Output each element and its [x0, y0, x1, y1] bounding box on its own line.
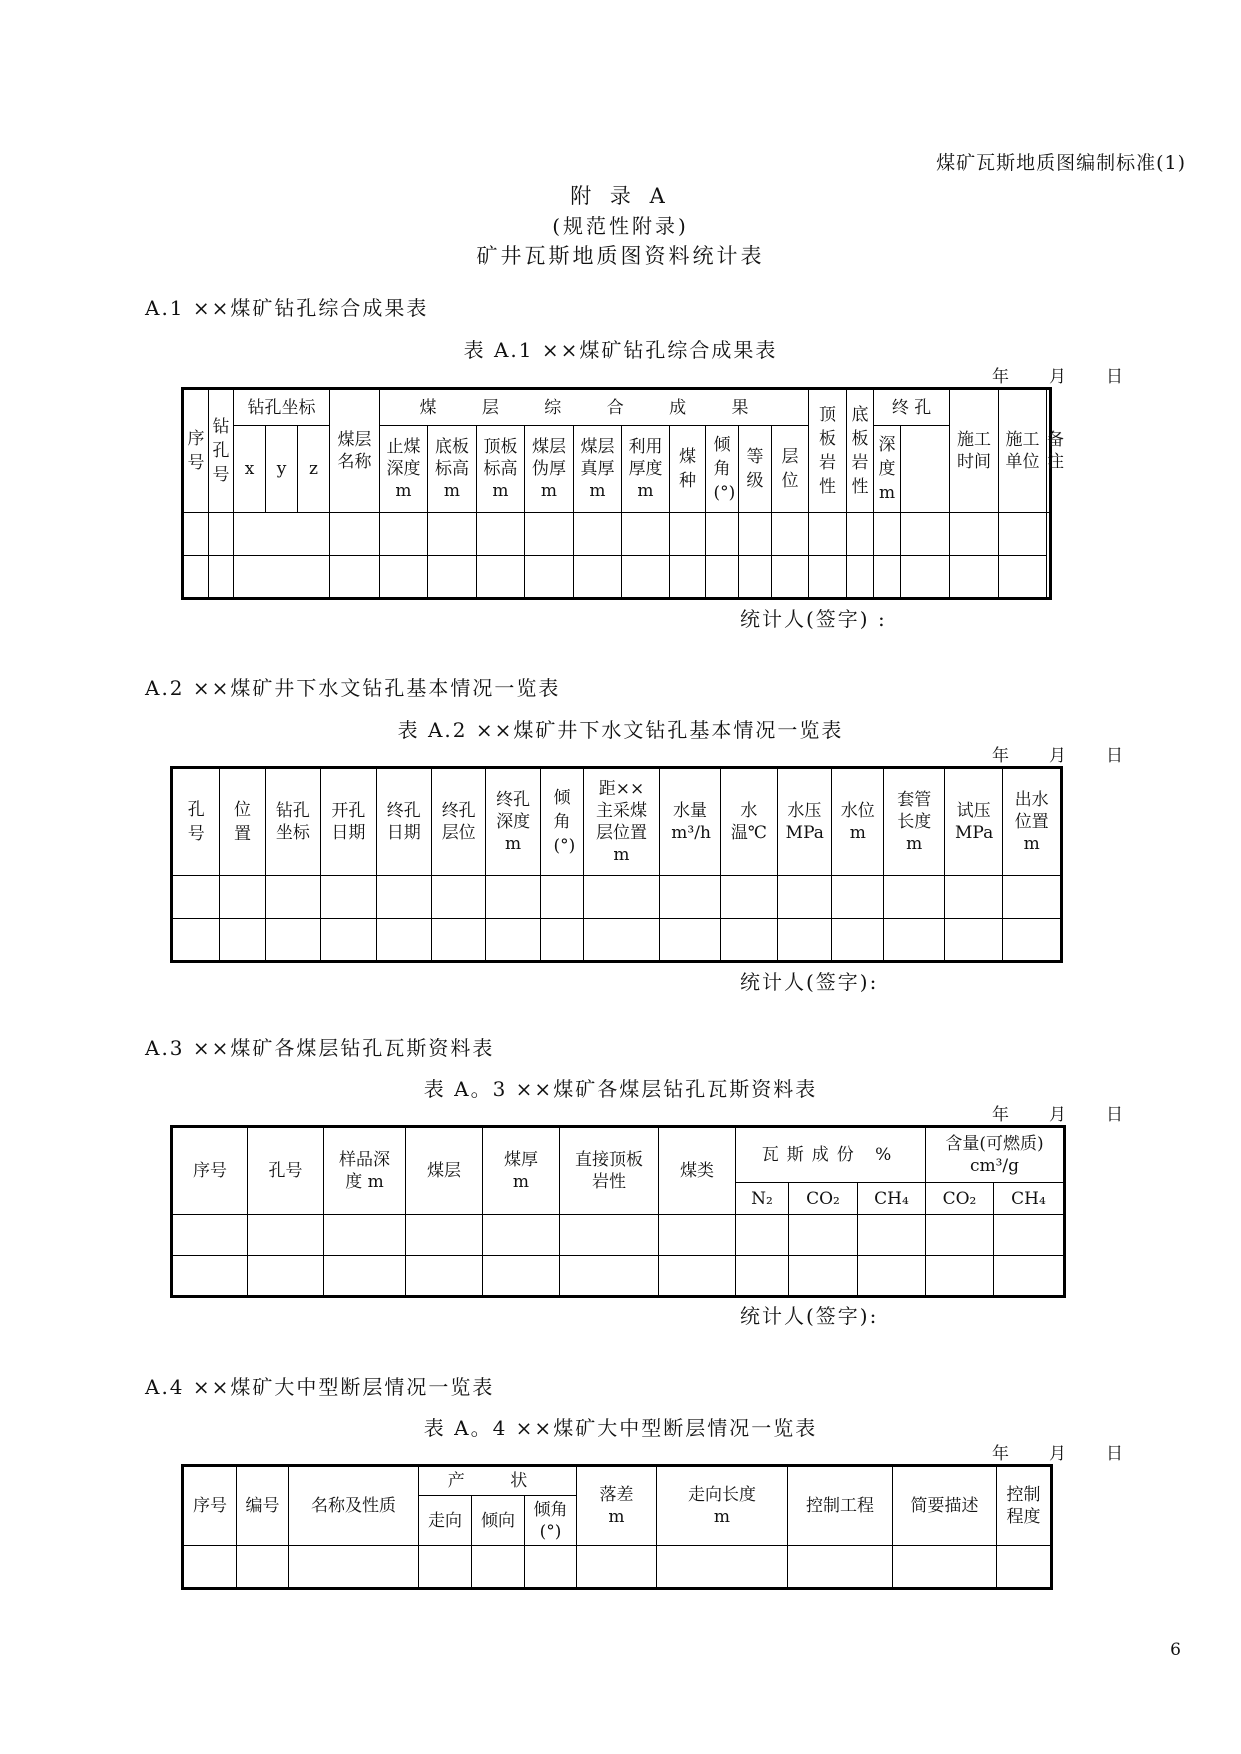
date-a3: 年 月 日 [992, 1105, 1123, 1125]
appendix-heading: 矿井瓦斯地质图资料统计表 [476, 244, 765, 268]
signer-a3: 统计人(签字): [740, 1304, 879, 1328]
section-a3: A.3 ××煤矿各煤层钻孔瓦斯资料表 [145, 1036, 495, 1060]
date-a2: 年 月 日 [992, 746, 1123, 766]
page-number: 6 [1170, 1640, 1181, 1660]
running-header: 煤矿瓦斯地质图编制标准(1) [936, 152, 1186, 174]
date-a1: 年 月 日 [992, 367, 1123, 387]
table-a1: 序号 钻孔号 钻孔坐标 煤层名称 煤 层 综 合 成 果 顶板岩性 底板岩性 终 孔 施工时间 施工单位 备注 x y z 止煤深度m 底板标高m 顶板标高m 煤层伪厚m 煤层真厚m 利用厚度m 煤种 倾角(°) 等级 层位 深度m [181, 387, 1052, 600]
date-a4: 年 月 日 [992, 1444, 1123, 1464]
caption-a2: 表 A.2 ××煤矿井下水文钻孔基本情况一览表 [397, 718, 844, 742]
table-a2: 孔号 位置 钻孔坐标 开孔日期 终孔日期 终孔层位 终孔深度m 倾角(°) 距××主采煤层位置m 水量m³/h 水温℃ 水压MPa 水位m 套管长度m 试压MPa 出水位置m [170, 766, 1063, 963]
section-a4: A.4 ××煤矿大中型断层情况一览表 [145, 1375, 495, 1399]
caption-a1: 表 A.1 ××煤矿钻孔综合成果表 [463, 338, 778, 362]
table-a3: 序号 孔号 样品深度 m 煤层 煤厚m 直接顶板岩性 煤类 瓦斯成份 % 含量(可燃质) cm³/g N₂ CO₂ CH₄ CO₂ CH₄ [170, 1125, 1066, 1298]
signer-a2: 统计人(签字): [740, 970, 879, 994]
table-a4: 序号 编号 名称及性质 产 状 落差m 走向长度m 控制工程 简要描述 控制程度 走向 倾向 倾角(°) [181, 1464, 1053, 1590]
section-a2: A.2 ××煤矿井下水文钻孔基本情况一览表 [145, 676, 561, 700]
section-a1: A.1 ××煤矿钻孔综合成果表 [145, 296, 429, 320]
caption-a4: 表 A。4 ××煤矿大中型断层情况一览表 [423, 1416, 818, 1440]
appendix-subtitle: (规范性附录) [552, 214, 689, 238]
appendix-title: 附 录 A [570, 184, 671, 208]
caption-a3: 表 A。3 ××煤矿各煤层钻孔瓦斯资料表 [423, 1077, 818, 1101]
signer-a1: 统计人(签字) : [740, 607, 887, 631]
